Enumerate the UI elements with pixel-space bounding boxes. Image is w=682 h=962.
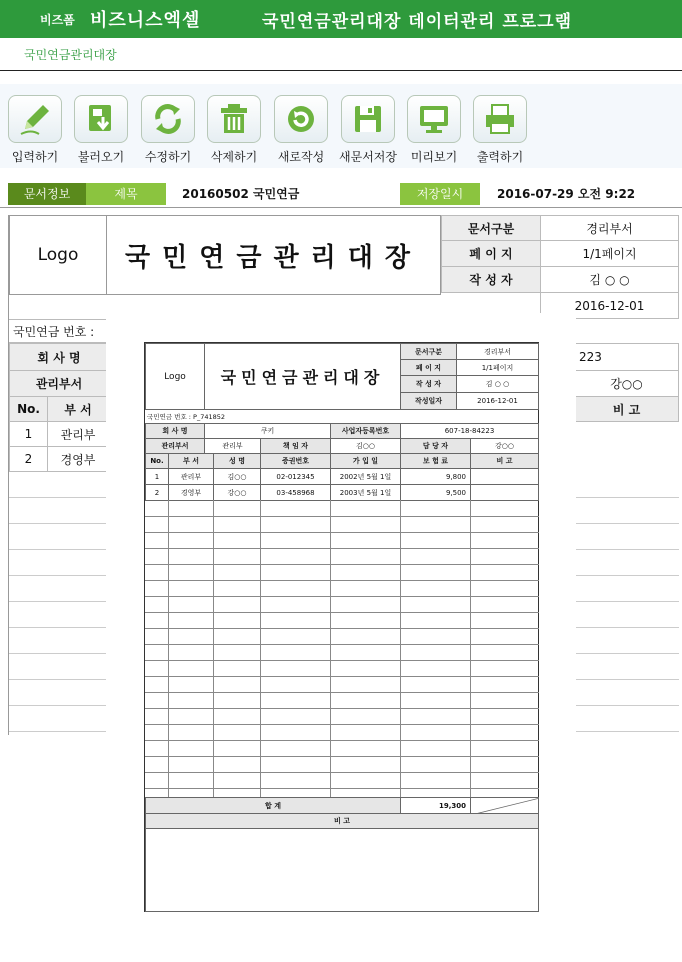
author-label: 작 성 자 [441,266,541,293]
page-value: 1/1페이지 [540,240,679,267]
preview-row2-premium: 9,500 [400,484,471,501]
preview-total: 19,300 [400,797,471,814]
preview-note-label: 비 고 [145,813,539,829]
preview-page: 1/1페이지 [456,359,539,376]
new-label: 새로작성 [277,150,325,164]
delete-button[interactable] [205,95,263,165]
logo: Logo [9,215,107,295]
save-new-label: 새문서저장 [339,150,397,164]
trash-icon [207,95,261,143]
row2-no: 2 [9,446,48,472]
reg-value-tail: 223 [574,343,679,371]
preview-row1-name: 김○○ [213,468,261,485]
print-preview [106,313,576,962]
preview-resp: 김○○ [330,438,401,454]
preview-title: 국민연금관리대장 [204,343,401,410]
preview-label: 미리보기 [410,150,458,164]
delete-label: 삭제하기 [210,150,258,164]
load-button[interactable] [72,95,130,165]
preview-col-policy: 증권번호 [260,453,331,469]
preview-row2-policy: 03-458968 [260,484,331,501]
print-button[interactable] [471,95,529,165]
saved-value: 2016-07-29 오전 9:22 [497,187,636,201]
edit-label: 수정하기 [144,150,192,164]
edit-button[interactable] [139,95,197,165]
new-icon [274,95,328,143]
app-header [0,0,682,38]
refresh-icon [141,95,195,143]
load-label: 불러오기 [77,150,125,164]
pension-number-label: 국민연금 번호 : [9,319,109,343]
preview-paper [144,342,539,912]
preview-row2-no: 2 [145,484,169,501]
info-divider [0,207,682,208]
brand-name: 비즈니스엑셀 [90,10,201,31]
preview-dept: 관리부 [204,438,261,454]
page-label: 페 이 지 [441,240,541,267]
row1-dept[interactable]: 관리부 [47,421,109,447]
preview-note-area [145,828,539,912]
preview-company-label: 회 사 명 [145,423,205,439]
doc-type-value[interactable]: 경리부서 [540,215,679,241]
doc-info-tag: 문서정보 [8,183,86,205]
pencil-icon [8,95,62,143]
preview-row1-no: 1 [145,468,169,485]
preview-col-dept: 부 서 [168,453,214,469]
dept-label: 관리부서 [9,370,109,397]
preview-col-joined: 가 입 일 [330,453,401,469]
preview-mgr: 강○○ [470,438,539,454]
title-value[interactable]: 20160502 국민연금 [182,187,300,201]
title-tag: 제목 [86,183,166,205]
preview-row1-policy: 02-012345 [260,468,331,485]
print-label: 출력하기 [476,150,524,164]
preview-company: 쿠키 [204,423,331,439]
author-value[interactable]: 김 ○ ○ [540,266,679,293]
preview-col-note: 비 고 [470,453,539,469]
preview-row2-dept: 경영부 [168,484,214,501]
preview-pension-number: 국민연금 번호 : P_741852 [147,412,226,421]
preview-row2-name: 강○○ [213,484,261,501]
preview-col-premium: 보 험 료 [400,453,471,469]
preview-row1-premium: 9,800 [400,468,471,485]
col-no: No. [9,396,48,422]
new-button[interactable] [272,95,330,165]
preview-reg: 607-18-84223 [400,423,539,439]
saved-tag: 저장일시 [400,183,480,205]
preview-row2-joined: 2003년 5월 1일 [330,484,401,501]
row2-dept[interactable]: 경영부 [47,446,109,472]
preview-row1-dept: 관리부 [168,468,214,485]
preview-total-note [470,797,539,814]
page-subtitle: 국민연금관리대장 [24,48,117,62]
load-icon [74,95,128,143]
date-value[interactable]: 2016-12-01 [540,292,679,319]
preview-row2-note [470,484,539,501]
preview-col-name: 성 명 [213,453,261,469]
input-button[interactable] [6,95,64,165]
preview-col-no: No. [145,453,169,469]
preview-mgr-label: 담 당 자 [400,438,471,454]
preview-row1-note [470,468,539,485]
preview-resp-label: 책 임 자 [260,438,331,454]
preview-dept-label: 관리부서 [145,438,205,454]
preview-row1-joined: 2002년 5월 1일 [330,468,401,485]
doc-type-label: 문서구분 [441,215,541,241]
save-new-button[interactable] [339,95,397,165]
preview-page-label: 페 이 지 [400,359,457,376]
preview-date-label: 작성일자 [400,392,457,410]
divider [0,70,682,71]
preview-author: 김 ○ ○ [456,375,539,393]
app-title: 국민연금관리대장 데이터관리 프로그램 [262,12,573,32]
preview-button[interactable] [405,95,463,165]
input-label: 입력하기 [11,150,59,164]
col-dept: 부 서 [47,396,109,422]
preview-doc-type-label: 문서구분 [400,343,457,360]
col-note: 비 고 [574,396,679,422]
diagonal-line [471,798,539,814]
preview-reg-label: 사업자등록번호 [330,423,401,439]
preview-total-label: 합 계 [145,797,401,814]
print-icon [473,95,527,143]
brand-small: 비즈폼 [40,13,75,27]
preview-doc-type: 경리부서 [456,343,539,360]
preview-author-label: 작 성 자 [400,375,457,393]
preview-date: 2016-12-01 [456,392,539,410]
info-bar [0,183,682,205]
form-title: 국민연금관리대장 [106,215,441,295]
save-icon [341,95,395,143]
preview-logo: Logo [145,343,205,410]
monitor-icon [407,95,461,143]
row1-no: 1 [9,421,48,447]
preview-empty-grid [145,500,539,798]
manager-value-tail: 강○○ [574,370,679,397]
company-label: 회 사 명 [9,343,109,371]
